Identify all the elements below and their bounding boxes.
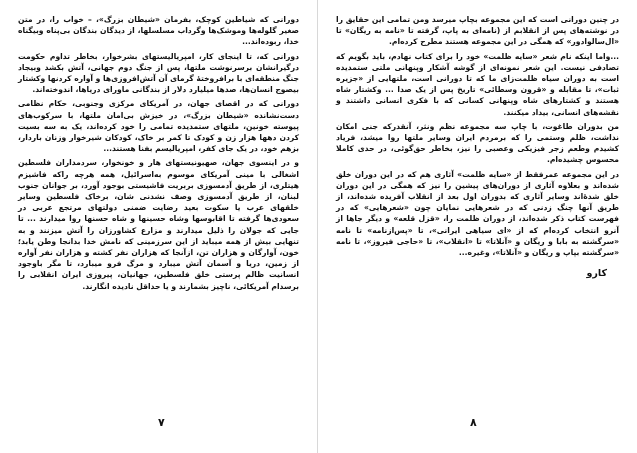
right-paragraph-2: ...واما اینکه نام شعر «سایه ظلمت» خود را برای کتاب نهادم، باید بگویم که تصادفی نیست. این شعر نمونه‌ای از گوشه آشکار وپنهانی ملتی ستمدیده است به دوران سیاه ظلمت‌زای ما که تا دورانی است، ملتهایی از «جزیره ثبات»، تا مقابله و «قرون وسطائی» تاریخ پس از یک صدا ... وکشتار شاه هستند و کشتارهای شاه وپنهانی کسانی که با فکری انسانی داشتند و نقشه‌های انسانی، بیداد میکنند. [336, 51, 619, 117]
right-paragraph-3: من بدوران طاغوت، با چاپ سه مجموعه نظم ونثر، آنقدرکه جنی امکان نداشت، ظلم وستمی را که برمردم ایران وسایر ملتها روا میشد، فریاد کشیدم وطعم زجر فیزیکی وعصبی را نیز، بخاطر حق‌گوئی، در حدی کاملا محسوس چشیده‌ام. [336, 121, 619, 165]
left-paragraph-1: دورانی که شیاطین کوچک، بفرمان «شیطان بزرگ»، – خواب را، در متن صغیر گلوله‌ها وموشک‌ها وگرداب مسلسلها، از دیدگان بندگان بی‌پناه وبیگناه خدا، ربوده‌اند... [18, 15, 299, 47]
right-paragraph-1: در چنین دورانی است که این مجموعه بچاپ میرسد ومن تمامی این حقایق را در نوشته‌های پس از انقلابم از (نامه‌ای به پاپ، گرفته تا «نامه به ریگان» تا «ال‌سالوادور» که همگی در این مجموعه هستند مطرح کرده‌ام. [336, 15, 619, 47]
right-paragraph-4: در این مجموعه عمرفقط از «سایه ظلمت» آثاری هم که در این دوران خلق شده‌اند و بعلاوه آثاری از دوران‌های پیشین را نیز که همگی در این دوران خلق شدهٔ‌اند وسایر آثاری که بدوران اول بعد از انقلاب آفریده شده‌اند، از طریق آنها چنگ زدنی که در شعرهایی نمایان چون «شعر‌هایی» که در فهرست کتاب ذکر شده‌اند، از دوران ظلمت را، «قزل قلعه» و دیگر جاها از آنرو انتخاب کرده‌ام که از «ای سیاهی ایرانی»، تا «پس‌از‌نامه» تا نامه «سرگشته به بابا و ریگان و «آنلاتا» تا «انقلاب»، تا «حاجی فیروز»، تا نامه «سرگشته بپاپ و ریگان و «آنلاتا»، وغیره... [336, 169, 619, 258]
left-paragraph-4: و در اینسوی جهان، صهیونیستهای هار و خونخوار، سردمداران فلسطین اشغالی با مینی آمریکای موسوم به‌اسرائیل، همه هرچه راکه فاشیزم هیتلری، از طریق آدمسوزی بربریت فاشیستی بوجود آورد، بر جوانان جنوب لبنان، از طریق آدمسوزی وصف نشدنی شان، برخاک فلسطین وسایر خلقهای عرب یا سکوت بعید رضایت ضمنی دولتهای مرتجع عربی در سعودی‌ها گرفته تا اقابوسها وشاه حسینها و شاه حسنها روا میدارند ... تا جایی که جولان را ذلیل میدارند و مزارع کشاورزان را آتش میزنند و به تنهایی بیش از همه میباید از این سرزمینی که نامش خدا بدانجا وطن یابد؛ خون، آوارگان و هزاران تن، ازآنجا که هزاران نفر کشته و هزاران نفر آواره از زمین، دریا و آسمان آتش میبارد و مرگ فرو میبارد، تا مگر باوجود انسانیت ظالم پرستی خلق فلسطین، جهانیان، پیروزی ایران انقلابی را برسدام آمریکائی، ناچیز بشمارند و یا حداقل نادیده انگارند. [18, 158, 299, 291]
author-signature: کارو [586, 268, 607, 280]
left-page [0, 0, 318, 453]
right-page [318, 0, 637, 453]
right-page-number: ۸ [470, 416, 477, 429]
left-paragraph-2: دورانی که، تا اینجای کار، امپریالیستهای بشرخوار، بخاطر تداوم حکومت درگیرانشان برسرنوشت ملتها، پس از جنگ دوم جهانی، آتش بکشد وبیجاد جنگ منطقه‌ای با برافروختهٔ گرمای آن آتش‌افروزی‌ها و آواره کردنها وکشتار بیصوج انسان‌ها، صدها میلیارد دلار از بند‌گانی ماورای دریاها، اندوخته‌اند. [18, 51, 299, 95]
left-page-number: ۷ [158, 416, 165, 429]
left-paragraph-3: دورانی که در اقصای جهان، در آمریکای مرکزی وجنوبی، حکام نظامی دست‌نشانده «شیطان بزرگ»، در خیزش بی‌امان ملتها، با سرکوب‌های پیوسته خونین، ملتهای ستمدیده تمامی را خود کرده‌اند، یک به سه بسیت کردن دهها هزار زن و کودک تا کمر بر خاک، کودکان شیرخوار وزنان باردار، بزهم خود، در یک جای کفر، امپریالیسم بفنا هستند... [18, 99, 299, 154]
